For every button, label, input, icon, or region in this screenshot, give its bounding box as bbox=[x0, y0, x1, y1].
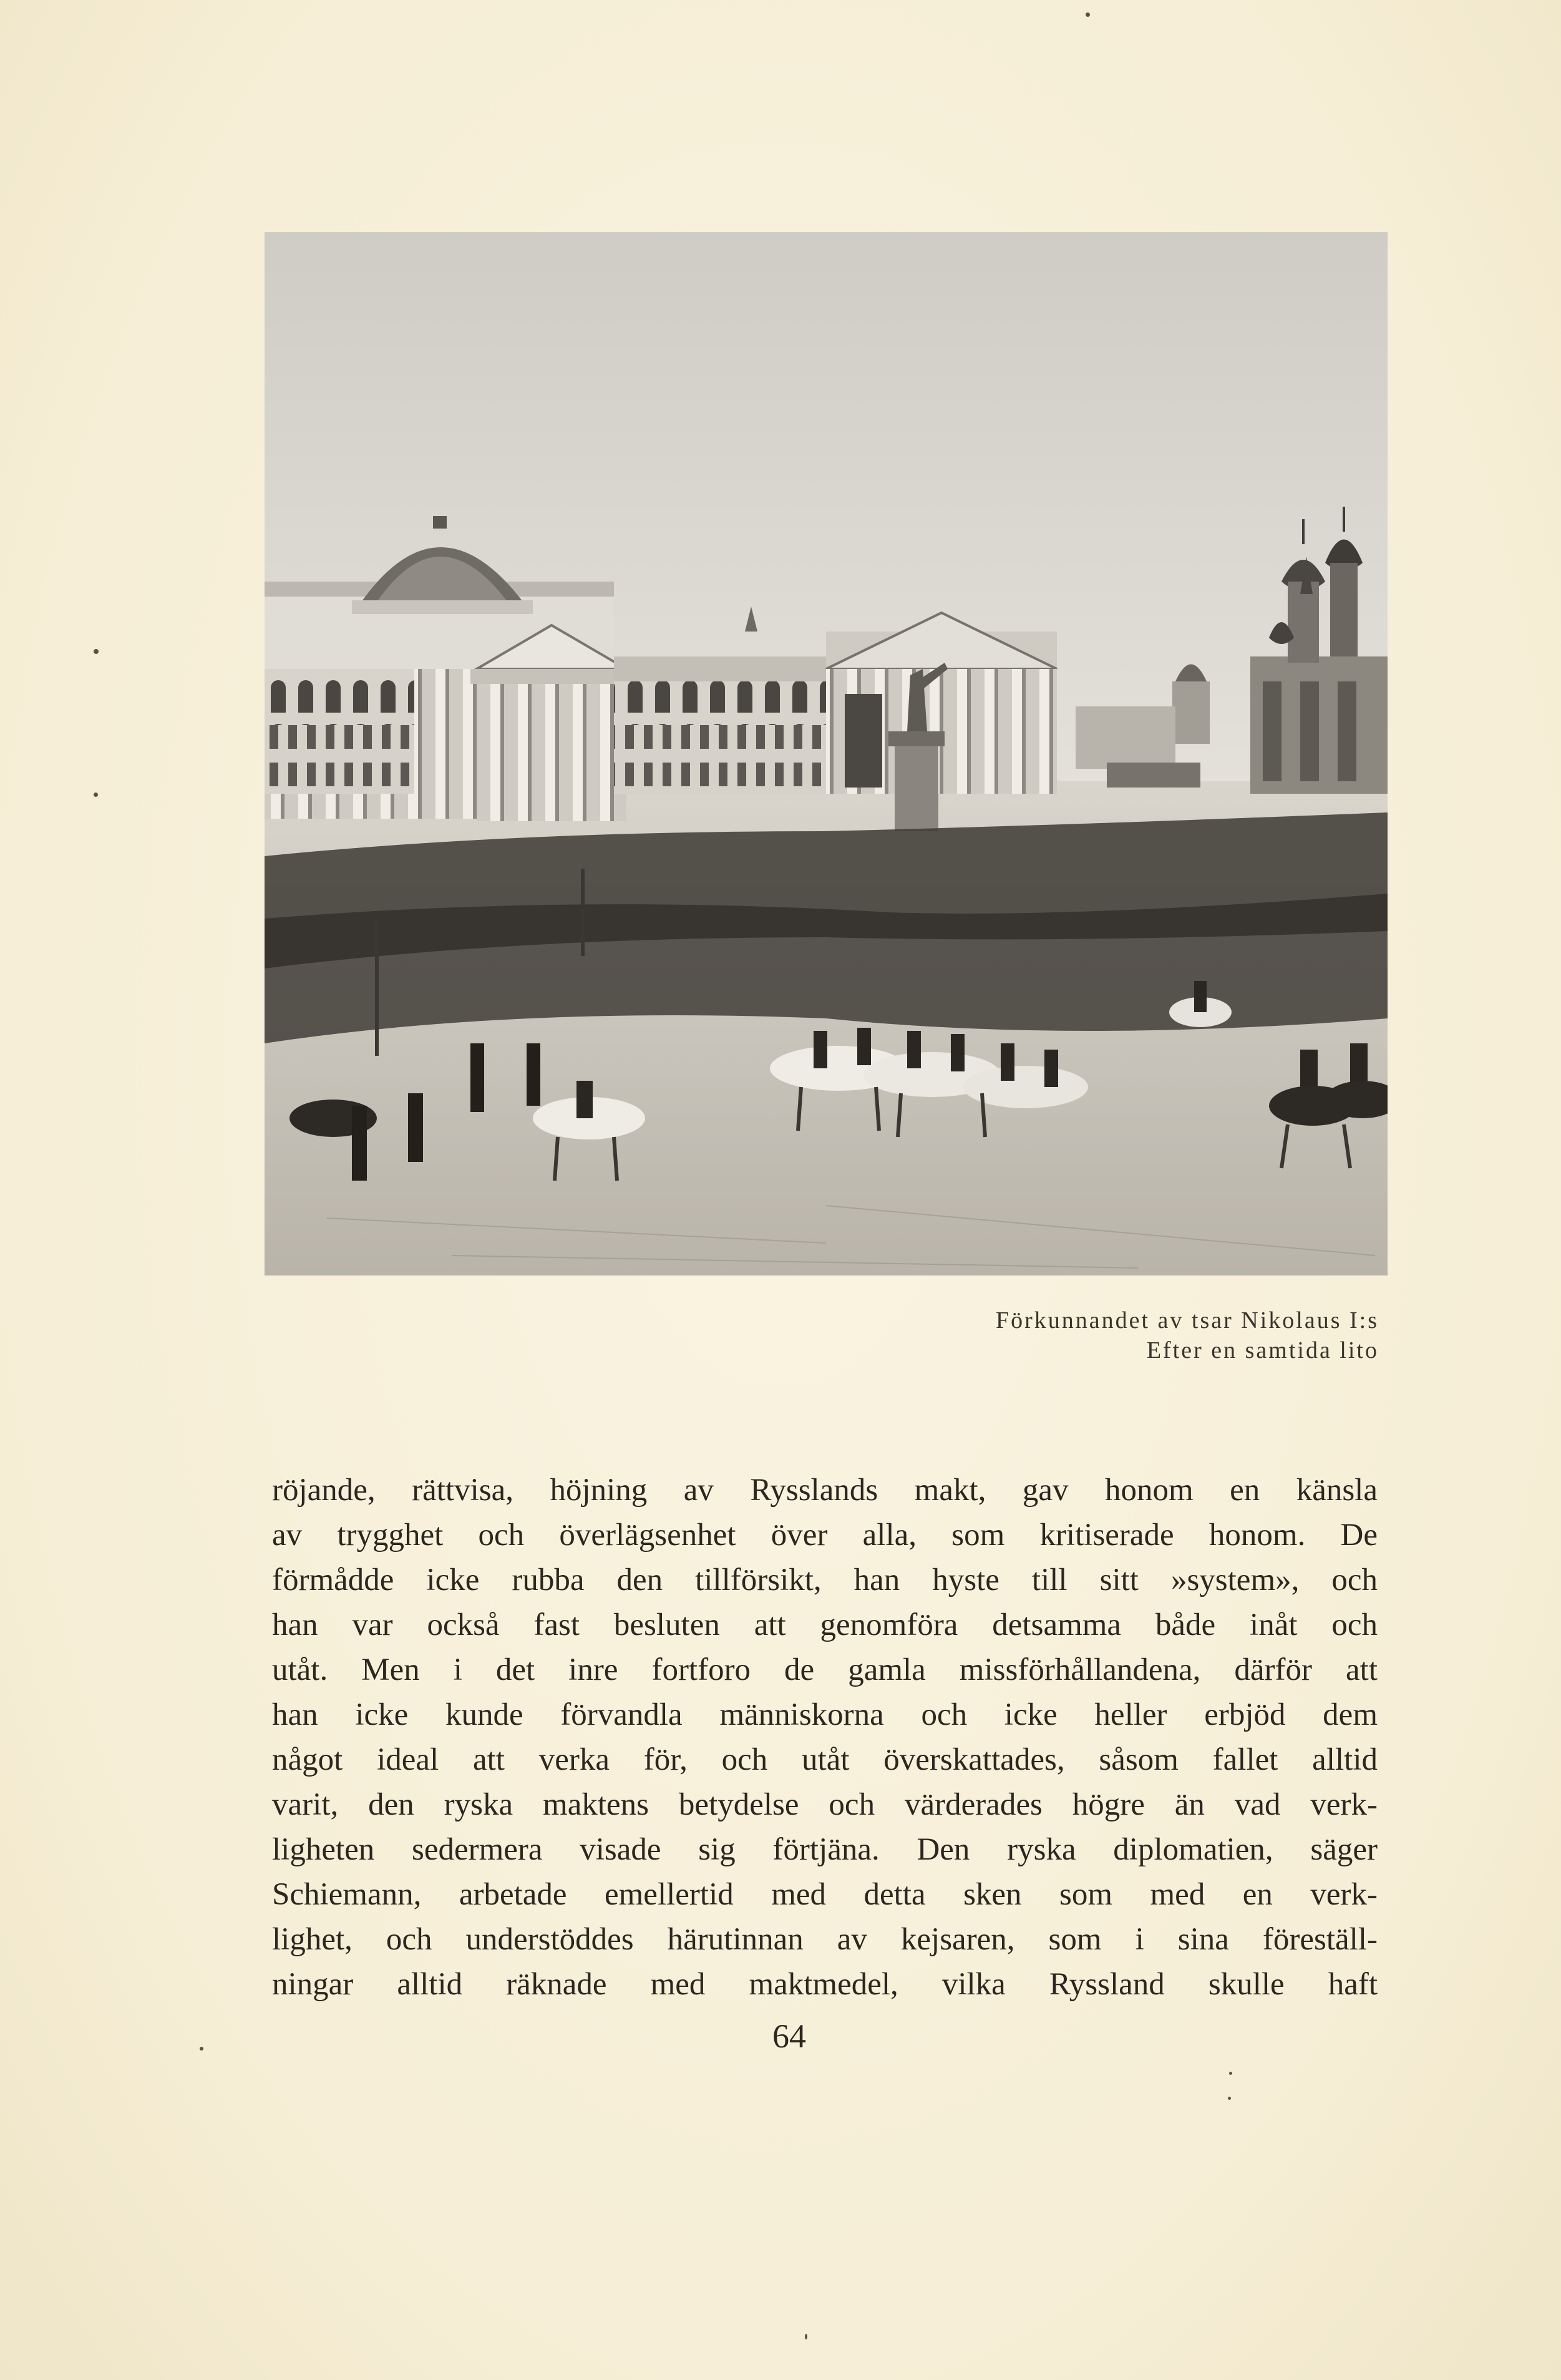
text-line: lighet, och understöddes härutinnan av kejsaren, som i sina föreställ- bbox=[272, 1922, 1378, 1957]
paper-speck bbox=[1229, 2072, 1232, 2075]
paper-speck bbox=[1228, 2097, 1231, 2100]
text-line: av trygghet och överlägsenhet över alla, som kritiserade honom. De bbox=[272, 1518, 1378, 1553]
text-line: han var också fast besluten att genomföra detsamma både inåt och bbox=[272, 1607, 1378, 1642]
illustration-caption bbox=[630, 1305, 1379, 1365]
paper-speck bbox=[94, 793, 98, 797]
text-line: något ideal att verka för, och utåt överskattades, såsom fallet alltid bbox=[272, 1742, 1378, 1777]
text-line: ligheten sedermera visade sig förtjäna. Den ryska diplomatien, säger bbox=[272, 1832, 1378, 1867]
caption-line-2: Efter en samtida lito bbox=[1146, 1337, 1379, 1363]
text-line: röjande, rättvisa, höjning av Rysslands makt, gav honom en känsla bbox=[272, 1473, 1378, 1508]
page-number: 64 bbox=[772, 2017, 806, 2055]
text-line: utåt. Men i det inre fortforo de gamla missförhållandena, därför att bbox=[272, 1652, 1378, 1687]
paper-speck bbox=[94, 649, 99, 654]
text-line: förmådde icke rubba den tillförsikt, han hyste till sitt »system», och bbox=[272, 1563, 1378, 1597]
text-line: Schiemann, arbetade emellertid med detta sken som med en verk- bbox=[272, 1877, 1378, 1912]
paper-speck bbox=[1086, 12, 1090, 17]
paper-speck bbox=[805, 2334, 807, 2339]
body-paragraph bbox=[272, 1468, 1378, 2007]
text-line: han icke kunde förvandla människorna och icke heller erbjöd dem bbox=[272, 1697, 1378, 1732]
text-line: varit, den ryska maktens betydelse och värderades högre än vad verk- bbox=[272, 1787, 1378, 1822]
lithograph-illustration bbox=[265, 232, 1388, 1275]
caption-line-1: Förkunnandet av tsar Nikolaus I:s bbox=[995, 1307, 1379, 1334]
text-line: ningar alltid räknade med maktmedel, vilka Ryssland skulle haft bbox=[272, 1967, 1378, 2002]
paper-speck bbox=[200, 2047, 203, 2051]
lithograph-svg bbox=[265, 232, 1388, 1275]
